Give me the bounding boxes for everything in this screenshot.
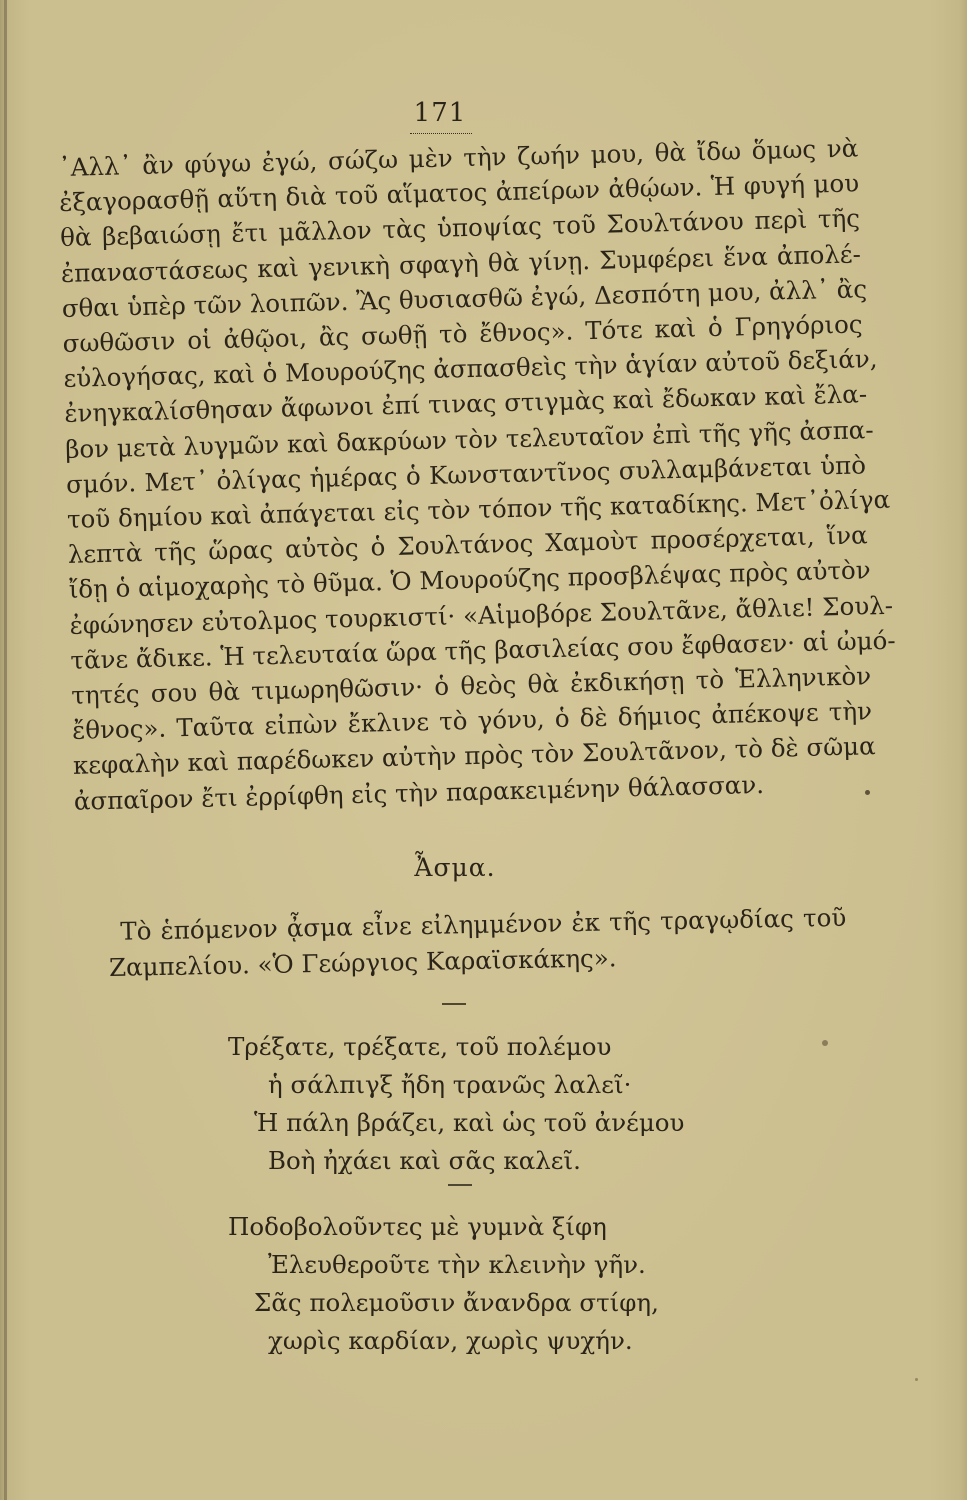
song-intro bbox=[108, 900, 847, 986]
prose-line: τᾶνε ἄδικε. Ἡ τελευταία ὥρα τῆς βασιλείας σου ἔφθασεν· αἱ ὠμό- bbox=[70, 625, 896, 675]
prose-line: εὐλογήσας, καὶ ὁ Μουρούζης ἀσπασθεὶς τὴν ἁγίαν αὐτοῦ δεξιάν, bbox=[63, 344, 878, 394]
stanza-2 bbox=[228, 1208, 708, 1360]
verse-line: Ἡ πάλη βράζει, καὶ ὡς τοῦ ἀνέμου bbox=[254, 1108, 685, 1137]
song-intro-line: Τὸ ἑπόμενον ᾆσμα εἶνε εἰλημμένον ἐκ τῆς τραγῳδίας τοῦ bbox=[120, 902, 847, 946]
prose-line: ἐπαναστάσεως καὶ γενικὴ σφαγὴ θὰ γίνῃ. Συμφέρει ἕνα ἀπολέ- bbox=[60, 239, 862, 288]
stanza-1 bbox=[228, 1028, 708, 1180]
verse-line: χωρὶς καρδίαν, χωρὶς ψυχήν. bbox=[268, 1326, 633, 1355]
prose-line: κεφαλὴν καὶ παρέδωκεν αὐτὴν πρὸς τὸν Σουλτᾶνον, τὸ δὲ σῶμα bbox=[72, 731, 876, 781]
verse-line: Τρέξατε, τρέξατε, τοῦ πολέμου bbox=[228, 1032, 612, 1061]
prose-line: ἐφώνησεν εὐτολμος τουρκιστί· «Αἱμοβόρε Σουλτᾶνε, ἄθλιε! Σουλ- bbox=[69, 590, 894, 640]
paper-speck bbox=[822, 1040, 828, 1046]
paper-speck bbox=[865, 790, 870, 795]
prose-block bbox=[58, 130, 896, 818]
paper-speck bbox=[915, 1378, 918, 1381]
prose-line: σμόν. Μετ᾿ ὀλίγας ἡμέρας ὁ Κωνσταντῖνος συλλαμβάνεται ὑπὸ bbox=[65, 450, 867, 499]
prose-line: βον μετὰ λυγμῶν καὶ δακρύων τὸν τελευταῖον ἐπὶ τῆς γῆς ἀσπα- bbox=[64, 414, 874, 464]
prose-line: ἀσπαῖρον ἔτι ἐρρίφθη εἰς τὴν παρακειμένην θάλασσαν. bbox=[73, 769, 765, 816]
song-heading: Ἆσμα. bbox=[414, 853, 496, 882]
prose-line: λεπτὰ τῆς ὥρας αὐτὸς ὁ Σουλτάνος Χαμοὺτ προσέρχεται, ἵνα bbox=[67, 520, 869, 570]
prose-line: σωθῶσιν οἱ ἀθῷοι, ἂς σωθῇ τὸ ἔθνος». Τότε καὶ ὁ Γρηγόριος bbox=[62, 309, 863, 358]
page-number-rule bbox=[410, 133, 472, 134]
prose-line: τοῦ δημίου καὶ ἀπάγεται εἰς τὸν τόπον τῆς καταδίκης. Μετ᾿ὀλίγα bbox=[66, 484, 891, 534]
stanza-divider bbox=[448, 1184, 472, 1186]
verse-line: ἡ σάλπιγξ ἤδη τρανῶς λαλεῖ· bbox=[268, 1070, 632, 1099]
prose-line: τητές σου θὰ τιμωρηθῶσιν· ὁ θεὸς θὰ ἐκδικήσῃ τὸ Ἑλληνικὸν bbox=[70, 661, 872, 710]
binding-edge bbox=[4, 0, 7, 1500]
verse-line: Σᾶς πολεμοῦσιν ἄνανδρα στίφη, bbox=[254, 1288, 659, 1317]
verse-line: Ποδοβολοῦντες μὲ γυμνὰ ξίφη bbox=[228, 1212, 607, 1241]
page-number: 171 bbox=[413, 98, 467, 128]
verse-line: Ἐλευθεροῦτε τὴν κλεινὴν γῆν. bbox=[268, 1250, 646, 1279]
prose-line: θὰ βεβαιώσῃ ἔτι μᾶλλον τὰς ὑποψίας τοῦ Σουλτάνου περὶ τῆς bbox=[59, 203, 861, 253]
prose-line: ἐξαγορασθῇ αὕτη διὰ τοῦ αἵματος ἀπείρων ἀθῴων. Ἡ φυγή μου bbox=[58, 168, 860, 218]
stanza-divider bbox=[442, 1003, 466, 1005]
prose-line: ᾿Αλλ᾿ ἂν φύγω ἐγώ, σώζω μὲν τὴν ζωήν μου, θὰ ἴδω ὅμως νὰ bbox=[58, 133, 859, 182]
prose-line: ἔθνος». Ταῦτα εἰπὼν ἔκλινε τὸ γόνυ, ὁ δὲ δήμιος ἀπέκοψε τὴν bbox=[71, 696, 873, 746]
prose-line: ἴδῃ ὁ αἱμοχαρὴς τὸ θῦμα. Ὁ Μουρούζης προσβλέψας πρὸς αὐτὸν bbox=[68, 555, 871, 605]
prose-line: ἐνηγκαλίσθησαν ἄφωνοι ἐπί τινας στιγμὰς καὶ ἔδωκαν καὶ ἔλα- bbox=[64, 379, 868, 429]
song-intro-line: Ζαμπελίου. «Ὁ Γεώργιος Καραϊσκάκης». bbox=[108, 943, 617, 982]
verse-line: Βοὴ ἠχάει καὶ σᾶς καλεῖ. bbox=[268, 1146, 581, 1175]
prose-line: σθαι ὑπὲρ τῶν λοιπῶν. Ἂς θυσιασθῶ ἐγώ, Δεσπότη μου, ἀλλ᾿ ἂς bbox=[61, 274, 868, 323]
